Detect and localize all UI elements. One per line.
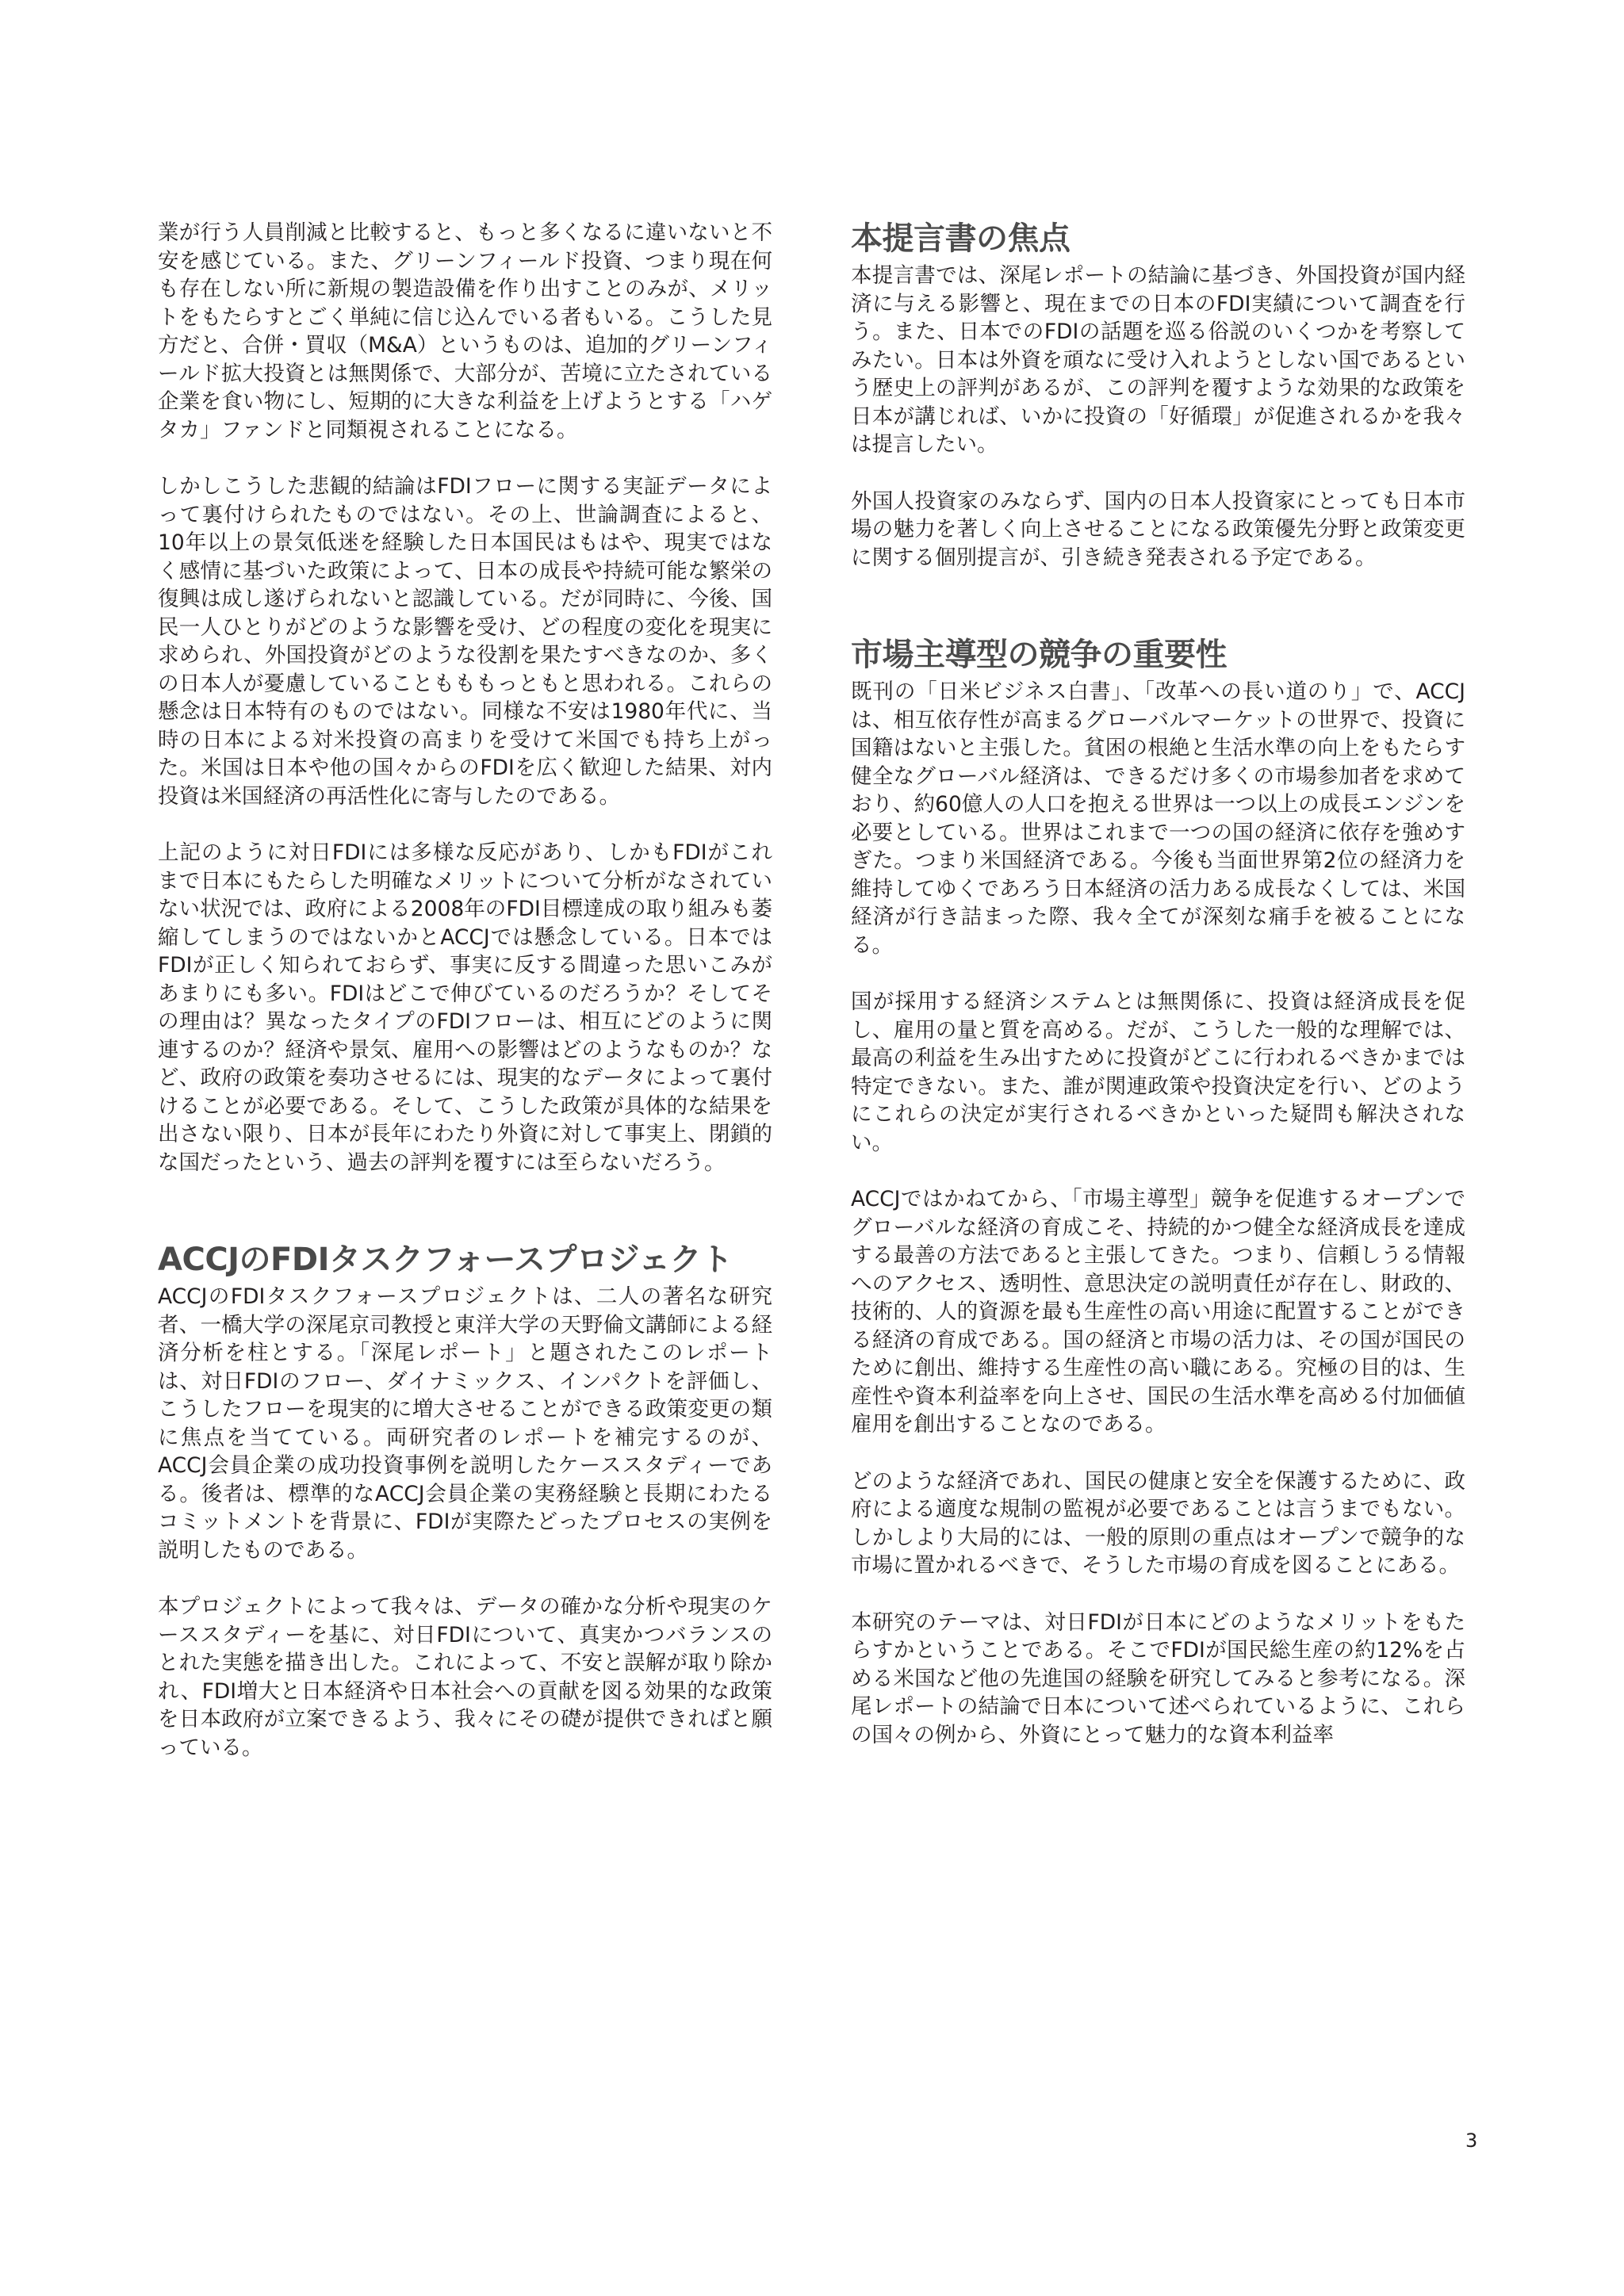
right-paragraph-1: 本提言書では、深尾レポートの結論に基づき、外国投資が国内経済に与える影響と、現在までの日本のFDI実績について調査を行う。また、日本でのFDIの話題を巡る俗説のいくつかを考察してみたい。日本は外資を頑なに受け入れようとしない国であるという歴史上の評判があるが、この評判を覆すような効果的な政策を日本が講じれば、いかに投資の「好循環」が促進されるかを我々は提言したい。 [851,263,1465,457]
left-column [158,219,772,1762]
section-spacer [158,1177,772,1240]
page-number: 3 [1465,2130,1478,2152]
right-paragraph-2: 外国人投資家のみならず、国内の日本人投資家にとっても日本市場の魅力を著しく向上させることになる政策優先分野と政策変更に関する個別提言が、引き続き発表される予定である。 [851,488,1465,570]
section-heading-focus: 本提言書の焦点 [851,220,1071,257]
section-heading-market-competition: 市場主導型の競争の重要性 [851,637,1227,673]
right-paragraph-7: 本研究のテーマは、対日FDIが日本にどのようなメリットをもたらすかということである。そこでFDIが国民総生産の約12%を占める米国など他の先進国の経験を研究してみると参考になる。深尾レポートの結論で日本について述べられているように、これらの国々の例から、外資にとって魅力的な資本利益率 [851,1609,1465,1747]
left-paragraph-1: 業が行う人員削減と比較すると、もっと多くなるに違いないと不安を感じている。また、グリーンフィールド投資、つまり現在何も存在しない所に新規の製造設備を作り出すことのみが、メリットをもたらすとごく単純に信じ込んでいる者もいる。こうした見方だと、合併・買収（M&A）というものは、追加的グリーンフィールド拡大投資とは無関係で、大部分が、苦境に立たされている企業を食い物にし、短期的に大きな利益を上げようとする「ハゲタカ」ファンドと同類視されることになる。 [158,220,772,442]
section-heading-fdi-taskforce: ACCJのFDIタスクフォースプロジェクト [158,1242,733,1278]
right-paragraph-5: ACCJではかねてから、「市場主導型」競争を促進するオープンでグローバルな経済の育成こそ、持続的かつ健全な経済成長を達成する最善の方法であると主張してきた。つまり、信頼しうる情報へのアクセス、透明性、意思決定の説明責任が存在し、財政的、技術的、人的資源を最も生産性の高い用途に配置することができる経済の育成である。国の経済と市場の活力は、その国が国民のために創出、維持する生産性の高い職にある。究極の目的は、生産性や資本利益率を向上させ、国民の生活水準を高める付加価値雇用を創出することなのである。 [851,1187,1465,1437]
left-paragraph-5: 本プロジェクトによって我々は、データの確かな分析や現実のケーススタディーを基に、対日FDIについて、真実かつバランスのとれた実態を描き出した。これによって、不安と誤解が取り除かれ、FDI増大と日本経済や日本社会への貢献を図る効果的な政策を日本政府が立案できるよう、我々にその礎が提供できればと願っている。 [158,1594,772,1760]
section-spacer [851,572,1465,635]
left-paragraph-2: しかしこうした悲観的結論はFDIフローに関する実証データによって裏付けられたものではない。その上、世論調査によると、10年以上の景気低迷を経験した日本国民はもはや、現実ではなく感情に基づいた政策によって、日本の成長や持続可能な繁栄の復興は成し遂げられないと認識している。だが同時に、今後、国民一人ひとりがどのような影響を受け、どの程度の変化を現実に求められ、外国投資がどのような役割を果たすべきなのか、多くの日本人が憂慮していることもももっともと思われる。これらの懸念は日本特有のものではない。同様な不安は1980年代に、当時の日本による対米投資の高まりを受けて米国でも持ち上がった。米国は日本や他の国々からのFDIを広く歓迎した結果、対内投資は米国経済の再活性化に寄与したのである。 [158,474,772,809]
left-paragraph-4: ACCJのFDIタスクフォースプロジェクトは、二人の著名な研究者、一橋大学の深尾京司教授と東洋大学の天野倫文講師による経済分析を柱とする。「深尾レポート」と題されたこのレポートは、対日FDIのフロー、ダイナミックス、インパクトを評価し、こうしたフローを現実的に増大させることができる政策変更の類に焦点を当てている。両研究者のレポートを補完するのが、ACCJ会員企業の成功投資事例を説明したケーススタディーである。後者は、標準的なACCJ会員企業の実務経験と長期にわたるコミットメントを背景に、FDIが実際たどったプロセスの実例を説明したものである。 [158,1284,772,1563]
right-paragraph-6: どのような経済であれ、国民の健康と安全を保護するために、政府による適度な規制の監視が必要であることは言うまでもない。しかしより大局的には、一般的原則の重点はオープンで競争的な市場に置かれるべきで、そうした市場の育成を図ることにある。 [851,1468,1465,1578]
right-paragraph-4: 国が採用する経済システムとは無関係に、投資は経済成長を促し、雇用の量と質を高める。だが、こうした一般的な理解では、最高の利益を生み出すために投資がどこに行われるべきかまでは特定できない。また、誰が関連政策や投資決定を行い、どのようにこれらの決定が実行されるべきかといった疑問も解決されない。 [851,989,1465,1155]
right-column [851,219,1465,1749]
right-paragraph-3: 既刊の「日米ビジネス白書」、「改革への長い道のり」で、ACCJは、相互依存性が高まるグローバルマーケットの世界で、投資に国籍はないと主張した。貧困の根絶と生活水準の向上をもたらす健全なグローバル経済は、できるだけ多くの市場参加者を求めており、約60億人の人口を抱える世界は一つ以上の成長エンジンを必要としている。世界はこれまで一つの国の経済に依存を強めすぎた。つまり米国経済である。今後も当面世界第2位の経済力を維持してゆくであろう日本経済の活力ある成長なくしては、米国経済が行き詰まった際、我々全てが深刻な痛手を被ることになる。 [851,679,1465,958]
left-paragraph-3: 上記のように対日FDIには多様な反応があり、しかもFDIがこれまで日本にもたらした明確なメリットについて分析がなされていない状況では、政府による2008年のFDI目標達成の取り組みも萎縮してしまうのではないかとACCJでは懸念している。日本ではFDIが正しく知られておらず、事実に反する間違った思いこみがあまりにも多い。FDIはどこで伸びているのだろうか？そしてその理由は？異なったタイプのFDIフローは、相互にどのように関連するのか？経済や景気、雇用への影響はどのようなものか？など、政府の政策を奏功させるには、現実的なデータによって裏付けることが必要である。そして、こうした政策が具体的な結果を出さない限り、日本が長年にわたり外資に対して事実上、閉鎖的な国だったという、過去の評判を覆すには至らないだろう。 [158,840,772,1175]
